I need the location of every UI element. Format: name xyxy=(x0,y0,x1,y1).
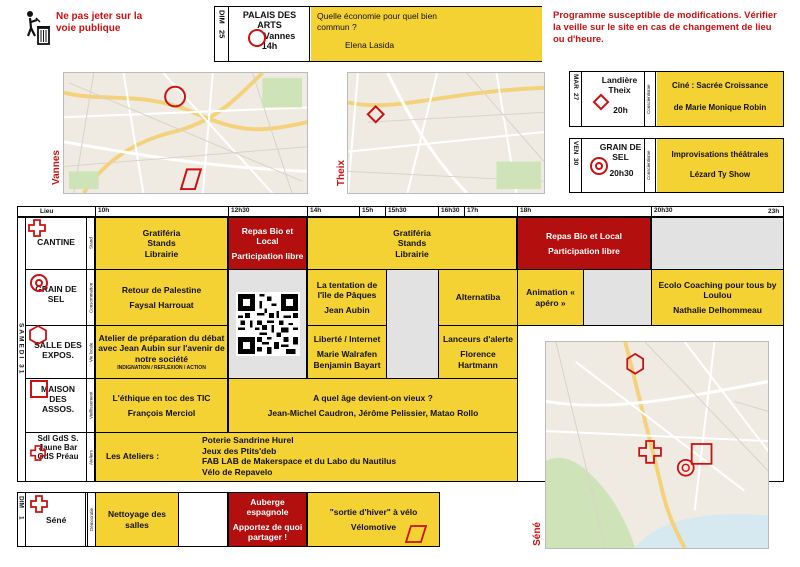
grain-e-speaker: Nathalie Delhommeau xyxy=(673,305,762,316)
sunday-event-c-line2: Vélomotive xyxy=(350,522,397,532)
side-event-2-day-text: VEN xyxy=(572,141,580,155)
top-event-info xyxy=(311,7,542,61)
grain-empty-1 xyxy=(386,269,439,379)
grain-e-title: Ecolo Coaching pour tous by Loulou xyxy=(658,279,777,300)
category-vieillissement: Vieillissement xyxy=(88,391,94,420)
cross-marker-icon xyxy=(30,445,46,461)
sunday-sortie-velo[interactable] xyxy=(307,492,440,547)
tick-16h30: 16h30 xyxy=(438,206,459,216)
top-event-day xyxy=(215,7,229,61)
sunday-nettoyage[interactable] xyxy=(95,492,179,547)
parallelogram-marker-icon xyxy=(405,525,427,543)
venue-salle-des-expos: SALLE DES EXPOS. xyxy=(34,340,82,360)
category-ateliers: Ateliers xyxy=(88,450,94,466)
cantine-a-line3: Librairie xyxy=(144,248,179,259)
map-label-theix: Theix xyxy=(336,160,347,187)
program-notice: Programme susceptible de modifications. Vérifier la veille sur le site en cas de changement de lieu ou d'heure. xyxy=(553,10,777,45)
grain-b-speaker: Jean Aubin xyxy=(324,305,370,316)
grain-b-title: La tentation de l'île de Pâques xyxy=(316,279,378,300)
sunday-gap xyxy=(178,492,228,547)
maison-a-title: L'éthique en toc des TIC xyxy=(112,392,211,403)
expo-atelier-preparation[interactable] xyxy=(95,325,228,379)
timeline-lieu: Lieu xyxy=(40,208,54,215)
cantine-b-line2: Participation libre xyxy=(231,251,304,262)
expo-liberte-internet[interactable] xyxy=(307,325,387,379)
sunday-day-text: DIM xyxy=(17,496,25,508)
side-event-1-info xyxy=(657,72,783,126)
cantine-a-line1: Gratiféria xyxy=(142,228,181,239)
sunday-event-b-line1: Auberge espagnole xyxy=(246,496,289,517)
cantine-c-line2: Stands xyxy=(397,238,427,249)
expo-a-title: Atelier de préparation du débat avec Jean Aubin sur l'avenir de notre société xyxy=(98,333,225,364)
grain-a-title: Retour de Palestine xyxy=(121,284,202,295)
expo-a-note: INDIGNATION / REFLEXION / ACTION xyxy=(117,364,206,371)
top-event-venue xyxy=(230,7,310,61)
expo-b-speaker: Marie Walrafen Benjamin Bayart xyxy=(313,349,381,370)
side-event-2-day xyxy=(570,139,582,192)
atelier-item: FAB LAB de Makerspace et du Labo du Nautilus xyxy=(202,456,397,467)
side-event-2 xyxy=(569,138,784,193)
maison-ethique-tic[interactable] xyxy=(95,378,228,433)
side-event-2-venue xyxy=(583,139,645,192)
sunday-category: Démocratie xyxy=(87,493,95,546)
grain-c-title: Alternatiba xyxy=(455,292,501,303)
side-event-1-category xyxy=(646,72,656,126)
side-event-1-date: 27 xyxy=(572,92,580,101)
tick-20h30: 20h30 xyxy=(651,206,672,216)
ateliers-label: Les Ateliers : xyxy=(106,451,160,461)
tick-10h: 10h xyxy=(95,206,109,216)
grain-retour-palestine[interactable] xyxy=(95,269,228,326)
cantine-a-line2: Stands xyxy=(147,238,176,249)
side-event-1 xyxy=(569,71,784,127)
hexagon-marker-icon xyxy=(28,325,48,345)
tick-14h: 14h xyxy=(307,206,321,216)
category-consommation: Consommation xyxy=(88,282,94,313)
cantine-d-line1: Repas Bio et Local xyxy=(545,230,623,241)
side-event-1-day-text: MAR xyxy=(572,74,580,89)
side-event-1-day xyxy=(570,72,582,126)
expo-b-title: Liberté / Internet xyxy=(313,334,381,345)
tick-15h30: 15h30 xyxy=(385,206,406,216)
map-theix[interactable] xyxy=(347,72,545,194)
expo-lanceurs-alerte[interactable] xyxy=(438,325,518,379)
venue-grain-de-sel: GRAIN DE SEL xyxy=(35,284,77,304)
tick-23h: 23h xyxy=(768,208,780,215)
top-event-day-text: DIM xyxy=(217,10,227,24)
atelier-item: Jeux des Ptits'deb xyxy=(202,445,277,456)
atelier-item: Vélo de Repavelo xyxy=(202,466,273,477)
cantine-repas-midi[interactable] xyxy=(228,217,307,270)
side-event-1-time: 20h xyxy=(613,104,628,115)
grain-alternatiba[interactable] xyxy=(438,269,518,326)
cantine-gratiferia-morning[interactable] xyxy=(95,217,228,270)
maison-b-title: A quel âge devient-on vieux ? xyxy=(313,392,433,403)
maison-age-vieux[interactable] xyxy=(228,378,518,433)
map-label-sene: Séné xyxy=(532,522,543,546)
map-vannes[interactable] xyxy=(63,72,308,194)
litter-icon xyxy=(22,10,52,48)
ateliers-cell[interactable] xyxy=(95,432,518,482)
venue-ateliers: Sdl GdS S. Jaune Bar GdS Préau xyxy=(37,434,79,462)
qr-code[interactable] xyxy=(236,292,300,356)
side-event-2-place: GRAIN DE SEL xyxy=(599,142,642,162)
sunday-event-b-line2: Apportez de quoi partager ! xyxy=(232,522,303,543)
side-event-2-title: Improvisations théâtrales xyxy=(671,150,769,159)
side-event-2-time: 20h30 xyxy=(609,167,634,178)
sunday-event-a: Nettoyage des salles xyxy=(107,509,167,530)
grain-d-title: Animation « apéro » xyxy=(526,287,575,308)
grain-empty-2 xyxy=(583,269,652,326)
side-event-1-category-text: Conscientisme xyxy=(646,84,651,114)
square-marker-icon xyxy=(30,380,48,398)
saturday-day-text: SAMEDI 31 xyxy=(17,323,25,376)
top-event-speaker: Elena Lasida xyxy=(345,40,395,51)
top-event-title: Quelle économie pour quel bien commun ? xyxy=(317,11,438,32)
cantine-gratiferia-afternoon[interactable] xyxy=(307,217,517,270)
atelier-item: Poterie Sandrine Hurel xyxy=(202,435,294,445)
cantine-b-line1: Repas Bio et Local xyxy=(241,225,294,246)
side-event-2-info xyxy=(657,139,783,192)
sunday-place: Séné xyxy=(46,515,67,525)
expo-c-title: Lanceurs d'alerte xyxy=(442,334,514,345)
target-marker-icon xyxy=(590,157,608,175)
venue-maison-des-assos: MAISON DES ASSOS. xyxy=(41,384,75,414)
qr-code-cell xyxy=(228,269,307,379)
grain-animation-apero[interactable] xyxy=(517,269,584,326)
cantine-c-line3: Librairie xyxy=(395,248,429,259)
target-marker-icon xyxy=(30,274,48,292)
sunday-auberge[interactable] xyxy=(228,492,307,547)
side-event-2-category xyxy=(646,139,656,192)
category-stand: Stand xyxy=(88,237,94,250)
map-sene[interactable] xyxy=(545,341,769,549)
tick-17h: 17h xyxy=(464,206,478,216)
ateliers-list xyxy=(202,435,396,478)
maison-a-speaker: François Merciol xyxy=(127,408,196,418)
circle-marker-icon xyxy=(248,29,266,47)
cross-marker-icon xyxy=(30,495,48,513)
side-event-2-category-text: Conscientisme xyxy=(646,150,651,181)
cantine-c-line1: Gratiféria xyxy=(393,228,431,239)
venue-cantine: CANTINE xyxy=(37,237,75,247)
grain-ecolo-coaching[interactable] xyxy=(651,269,784,326)
top-event-date: 25 xyxy=(217,29,227,39)
tick-12h30: 12h30 xyxy=(228,206,249,216)
cross-marker-icon xyxy=(28,219,46,237)
grain-tentation-paques[interactable] xyxy=(307,269,387,326)
top-event-town: Vannes xyxy=(263,30,296,41)
sunday-event-c-line1: "sortie d'hiver" à vélo xyxy=(329,506,418,517)
side-event-1-title: Ciné : Sacrée Croissance xyxy=(671,81,769,90)
top-event-place: PALAIS DES ARTS xyxy=(242,10,297,31)
sunday-date: 1 xyxy=(17,515,25,520)
cantine-repas-soir[interactable] xyxy=(517,217,651,270)
cantine-empty xyxy=(651,217,784,270)
category-vie-locale: Vie locale xyxy=(88,342,94,362)
sunday-venue xyxy=(26,492,86,547)
tick-18h: 18h xyxy=(517,206,531,216)
side-event-2-date: 30 xyxy=(572,158,580,166)
side-event-1-place: Landière Theix xyxy=(601,75,638,95)
side-event-1-venue xyxy=(583,72,645,126)
cantine-d-line2: Participation libre xyxy=(548,246,620,256)
top-event-card xyxy=(214,6,542,62)
side-event-2-subtitle: Lézard Ty Show xyxy=(689,169,751,179)
litter-notice: Ne pas jeter sur la voie publique xyxy=(56,11,143,34)
grain-a-speaker: Faysal Harrouat xyxy=(129,300,194,310)
tick-15h: 15h xyxy=(359,206,373,216)
side-event-1-subtitle: de Marie Monique Robin xyxy=(673,102,767,112)
expo-c-speaker: Florence Hartmann xyxy=(458,349,498,370)
saturday-day xyxy=(17,217,26,482)
sunday-day xyxy=(17,492,26,547)
maison-b-speaker: Jean-Michel Caudron, Jérôme Pelissier, Matao Rollo xyxy=(267,408,479,418)
map-label-vannes: Vannes xyxy=(51,150,62,186)
top-event-time: 14h xyxy=(261,41,278,52)
